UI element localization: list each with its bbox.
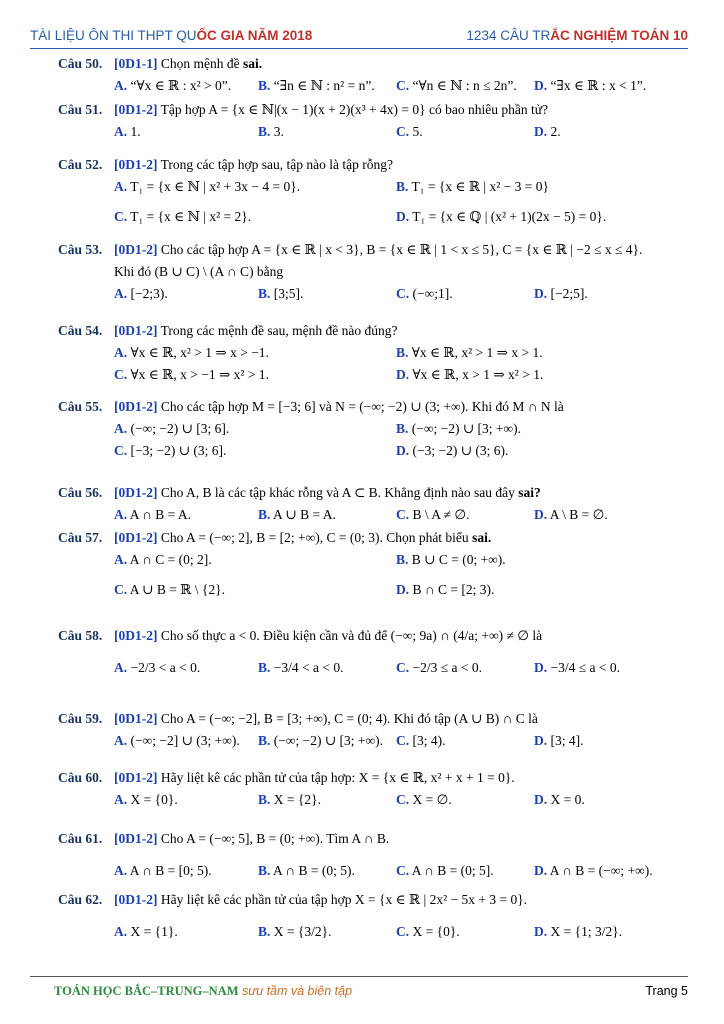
answer-option[interactable] (258, 791, 321, 809)
answer-option[interactable] (114, 659, 200, 677)
options-row (114, 862, 688, 880)
answer-option[interactable] (114, 344, 269, 362)
option-letter: A. (114, 863, 128, 878)
option-letter: C. (396, 286, 410, 301)
answer-option[interactable] (258, 506, 336, 524)
answer-option[interactable] (396, 285, 453, 303)
question-tag: [0D1-2] (114, 530, 158, 545)
option-letter: A. (114, 507, 128, 522)
question-stem (114, 891, 688, 909)
question-text: Cho các tập hợp A = {x ∈ ℝ | x < 3}, B = {x ∈ ℝ | 1 < x ≤ 5}, C = {x ∈ ℝ | −2 ≤ x ≤ 4}. (160, 242, 643, 257)
options-row (114, 791, 688, 809)
question-body (114, 241, 688, 303)
question-number: Câu 55. (58, 399, 103, 414)
answer-option[interactable] (534, 732, 584, 750)
options-row (114, 420, 688, 438)
option-text: [−2;5]. (550, 286, 588, 301)
answer-option[interactable] (534, 791, 585, 809)
option-text: (−∞;1]. (412, 286, 453, 301)
option-letter: D. (396, 209, 410, 224)
question-tag: [0D1-2] (114, 831, 158, 846)
answer-option[interactable] (396, 123, 423, 141)
answer-option[interactable] (396, 506, 470, 524)
options-row (114, 123, 688, 141)
answer-option[interactable] (114, 178, 300, 196)
answer-option[interactable] (534, 77, 646, 95)
option-text: A ∩ B = [0; 5). (129, 863, 212, 878)
question-number: Câu 60. (58, 770, 103, 785)
question (58, 398, 688, 460)
question (58, 710, 688, 750)
option-text: A ∩ B = (0; 5). (273, 863, 355, 878)
answer-option[interactable] (534, 862, 653, 880)
option-text: A ∪ B = A. (273, 507, 336, 522)
answer-option[interactable] (114, 791, 178, 809)
option-letter: B. (258, 286, 271, 301)
option-letter: D. (534, 792, 548, 807)
answer-option[interactable] (114, 732, 240, 750)
option-text: (−∞; −2] ∪ (3; +∞). (130, 733, 240, 748)
question-stem (114, 398, 688, 416)
answer-option[interactable] (114, 551, 212, 569)
option-text: [−3; −2) ∪ (3; 6]. (130, 443, 227, 458)
question-body (114, 322, 688, 384)
header-left-highlight: ỐC GIA NĂM 2018 (196, 28, 313, 43)
option-text: [3; 4). (412, 733, 446, 748)
answer-option[interactable] (114, 581, 225, 599)
question-tag: [0D1-2] (114, 770, 158, 785)
question-stem (114, 484, 688, 502)
option-letter: D. (534, 78, 548, 93)
option-text: A ∩ C = (0; 2]. (129, 552, 212, 567)
question-body (114, 830, 688, 880)
question (58, 322, 688, 384)
question (58, 769, 688, 809)
question-number: Câu 62. (58, 892, 103, 907)
option-letter: A. (114, 179, 128, 194)
option-text: 2. (550, 124, 561, 139)
answer-option[interactable] (258, 659, 343, 677)
option-text: X = {0}. (412, 924, 460, 939)
options-row (114, 285, 688, 303)
answer-option[interactable] (396, 420, 521, 438)
question-text: Cho A = (−∞; −2], B = [3; +∞), C = (0; 4). Khi đó tập (A ∪ B) ∩ C là (160, 711, 538, 726)
answer-option[interactable] (396, 732, 446, 750)
option-letter: A. (114, 124, 128, 139)
question-text-continued: Khi đó (B ∪ C) \ (A ∩ C) bằng (114, 264, 284, 279)
answer-option[interactable] (114, 123, 141, 141)
header-right-text: 1234 CÂU TR (466, 28, 551, 43)
option-letter: C. (396, 863, 410, 878)
question-stem (114, 322, 688, 340)
option-text: T₁ = {x ∈ ℕ | x² + 3x − 4 = 0}. (130, 179, 301, 194)
answer-option[interactable] (396, 923, 460, 941)
option-letter: C. (396, 733, 410, 748)
option-text: [3; 4]. (550, 733, 584, 748)
header-left (30, 28, 312, 43)
answer-option[interactable] (114, 862, 212, 880)
footer (54, 984, 352, 999)
option-text: −3/4 ≤ a < 0. (550, 660, 621, 675)
answer-option[interactable] (258, 285, 303, 303)
option-letter: A. (114, 552, 128, 567)
question-text: Cho A = (−∞; 5], B = (0; +∞). Tìm A ∩ B. (160, 831, 390, 846)
option-letter: B. (258, 924, 271, 939)
question (58, 830, 688, 880)
option-letter: A. (114, 733, 128, 748)
header-left-text: TÀI LIỆU ÔN THI THPT QU (30, 28, 197, 43)
answer-option[interactable] (258, 862, 355, 880)
answer-option[interactable] (534, 923, 622, 941)
question (58, 529, 688, 599)
options-row (114, 732, 688, 750)
options-row (114, 366, 688, 384)
question-stem (114, 830, 688, 848)
option-text: −2/3 < a < 0. (130, 660, 201, 675)
question-body (114, 484, 688, 524)
option-text: −2/3 ≤ a < 0. (412, 660, 483, 675)
option-letter: B. (258, 124, 271, 139)
option-text: 1. (130, 124, 141, 139)
question-number: Câu 56. (58, 485, 103, 500)
option-text: A ∩ B = A. (129, 507, 192, 522)
header-right-highlight: ẮC NGHIỆM TOÁN 10 (550, 28, 688, 43)
question-body (114, 891, 688, 941)
answer-option[interactable] (396, 659, 482, 677)
question (58, 156, 688, 226)
option-letter: A. (114, 660, 128, 675)
answer-option[interactable] (534, 123, 561, 141)
question-tag: [0D1-1] (114, 56, 158, 71)
option-letter: D. (534, 733, 548, 748)
option-text: −3/4 < a < 0. (273, 660, 344, 675)
option-text: ∀x ∈ ℝ, x > 1 ⇒ x² > 1. (412, 367, 544, 382)
question-tag: [0D1-2] (114, 711, 158, 726)
question (58, 55, 688, 95)
answer-option[interactable] (396, 344, 543, 362)
answer-option[interactable] (114, 285, 168, 303)
option-letter: B. (396, 421, 409, 436)
option-text: ∀x ∈ ℝ, x² > 1 ⇒ x > −1. (130, 345, 269, 360)
option-letter: C. (396, 507, 410, 522)
question-number: Câu 51. (58, 102, 103, 117)
option-letter: C. (114, 367, 128, 382)
option-letter: B. (258, 733, 271, 748)
question-body (114, 55, 688, 95)
option-letter: D. (534, 660, 548, 675)
option-text: B \ A ≠ ∅. (412, 507, 470, 522)
option-letter: D. (396, 367, 410, 382)
option-letter: A. (114, 792, 128, 807)
option-text: A ∪ B = ℝ \ {2}. (129, 582, 226, 597)
options-row (114, 77, 688, 95)
question-body (114, 769, 688, 809)
question-body (114, 101, 688, 141)
answer-option[interactable] (396, 862, 494, 880)
question-stem (114, 710, 688, 728)
footer-rule (30, 976, 688, 977)
question (58, 241, 688, 303)
answer-option[interactable] (396, 178, 549, 196)
option-letter: B. (258, 507, 271, 522)
question-text: Tập hợp A = {x ∈ ℕ|(x − 1)(x + 2)(x³ + 4x) = 0} có bao nhiêu phần tử? (160, 102, 549, 117)
question-stem (114, 156, 688, 174)
question-tag: [0D1-2] (114, 323, 158, 338)
question-body (114, 398, 688, 460)
option-text: A ∩ B = (−∞; +∞). (549, 863, 653, 878)
question-text: Cho số thực a < 0. Điều kiện cần và đủ để (−∞; 9a) ∩ (4/a; +∞) ≠ ∅ là (160, 628, 543, 643)
question-text: Chọn mệnh đề sai. (160, 56, 263, 71)
answer-option[interactable] (396, 581, 494, 599)
option-text: T₁ = {x ∈ ℕ | x² = 2}. (130, 209, 252, 224)
option-text: B ∩ C = [2; 3). (412, 582, 495, 597)
answer-option[interactable] (114, 442, 226, 460)
question-number: Câu 53. (58, 242, 103, 257)
option-text: X = {0}. (130, 792, 178, 807)
option-letter: C. (396, 124, 410, 139)
page-number: Trang 5 (645, 984, 688, 998)
option-text: X = {3/2}. (273, 924, 332, 939)
option-letter: B. (258, 863, 271, 878)
option-letter: B. (258, 78, 271, 93)
options-row (114, 659, 688, 677)
header-rule (30, 48, 688, 49)
question-text: Trong các tập hợp sau, tập nào là tập rỗng? (160, 157, 393, 172)
option-text: (−∞; −2) ∪ [3; +∞). (411, 421, 522, 436)
question-text: Hãy liệt kê các phần tử của tập hợp X = {x ∈ ℝ | 2x² − 5x + 3 = 0}. (160, 892, 528, 907)
answer-option[interactable] (258, 923, 331, 941)
question-stem (114, 55, 688, 73)
option-letter: B. (258, 660, 271, 675)
option-text: 3. (273, 124, 284, 139)
question-body (114, 529, 688, 599)
question (58, 627, 688, 677)
option-text: B ∪ C = (0; +∞). (411, 552, 506, 567)
option-letter: C. (396, 924, 410, 939)
question-number: Câu 58. (58, 628, 103, 643)
option-text: “∃n ∈ ℕ : n² = n”. (273, 78, 375, 93)
options-row (114, 581, 688, 599)
question-text: Trong các mệnh đề sau, mệnh đề nào đúng? (160, 323, 398, 338)
question (58, 484, 688, 524)
question (58, 101, 688, 141)
question-tag: [0D1-2] (114, 157, 158, 172)
answer-option[interactable] (396, 442, 508, 460)
question-stem (114, 769, 688, 787)
option-letter: C. (114, 209, 128, 224)
option-letter: D. (534, 507, 548, 522)
options-row (114, 442, 688, 460)
option-text: X = {1; 3/2}. (550, 924, 623, 939)
question-number: Câu 52. (58, 157, 103, 172)
question-stem (114, 627, 688, 645)
option-text: T₁ = {x ∈ ℝ | x² − 3 = 0} (411, 179, 549, 194)
answer-option[interactable] (534, 659, 620, 677)
options-row (114, 208, 688, 226)
answer-option[interactable] (114, 208, 251, 226)
option-text: 5. (412, 124, 423, 139)
option-text: X = {1}. (130, 924, 178, 939)
question-body (114, 627, 688, 677)
option-text: A ∩ B = (0; 5]. (411, 863, 494, 878)
option-letter: A. (114, 924, 128, 939)
question-number: Câu 57. (58, 530, 103, 545)
option-text: (−3; −2) ∪ (3; 6). (412, 443, 509, 458)
answer-option[interactable] (258, 732, 383, 750)
options-row (114, 178, 688, 196)
question-stem (114, 241, 688, 259)
option-letter: A. (114, 286, 128, 301)
question-body (114, 710, 688, 750)
options-row (114, 506, 688, 524)
answer-option[interactable] (114, 77, 231, 95)
option-text: T₁ = {x ∈ ℚ | (x² + 1)(2x − 5) = 0}. (412, 209, 607, 224)
options-row (114, 551, 688, 569)
question-number: Câu 54. (58, 323, 103, 338)
option-text: “∀x ∈ ℝ : x² > 0”. (130, 78, 232, 93)
options-row (114, 923, 688, 941)
option-letter: C. (114, 443, 128, 458)
answer-option[interactable] (396, 366, 543, 384)
answer-option[interactable] (534, 506, 608, 524)
answer-option[interactable] (114, 506, 191, 524)
answer-option[interactable] (114, 420, 229, 438)
option-letter: D. (534, 863, 548, 878)
question-text: Cho A, B là các tập khác rỗng và A ⊂ B. Khẳng định nào sau đây sai? (160, 485, 541, 500)
option-letter: D. (534, 124, 548, 139)
question-text: Cho các tập hợp M = [−3; 6] và N = (−∞; −2) ∪ (3; +∞). Khi đó M ∩ N là (160, 399, 564, 414)
option-text: [3;5]. (273, 286, 304, 301)
answer-option[interactable] (396, 791, 452, 809)
question-tag: [0D1-2] (114, 242, 158, 257)
option-text: “∀n ∈ ℕ : n ≤ 2n”. (412, 78, 517, 93)
option-text: [−2;3). (130, 286, 168, 301)
answer-option[interactable] (114, 923, 178, 941)
question-number: Câu 59. (58, 711, 103, 726)
answer-option[interactable] (114, 366, 269, 384)
answer-option[interactable] (396, 208, 606, 226)
option-text: “∃x ∈ ℝ : x < 1”. (550, 78, 647, 93)
option-letter: A. (114, 421, 128, 436)
option-text: X = 0. (550, 792, 585, 807)
option-letter: C. (396, 660, 410, 675)
option-letter: C. (396, 792, 410, 807)
answer-option[interactable] (396, 77, 517, 95)
option-text: X = {2}. (273, 792, 321, 807)
option-text: (−∞; −2) ∪ [3; 6]. (130, 421, 230, 436)
question (58, 891, 688, 941)
question-stem (114, 529, 688, 547)
option-letter: B. (258, 792, 271, 807)
answer-option[interactable] (396, 551, 506, 569)
question-number: Câu 50. (58, 56, 103, 71)
footer-subtitle: sưu tầm và biên tập (238, 984, 353, 998)
option-text: X = ∅. (412, 792, 452, 807)
option-text: ∀x ∈ ℝ, x > −1 ⇒ x² > 1. (130, 367, 269, 382)
question-tag: [0D1-2] (114, 628, 158, 643)
option-letter: B. (396, 552, 409, 567)
page-header (30, 28, 688, 50)
option-text: ∀x ∈ ℝ, x² > 1 ⇒ x > 1. (411, 345, 543, 360)
question-body (114, 156, 688, 226)
option-letter: D. (534, 924, 548, 939)
option-letter: D. (396, 582, 410, 597)
option-letter: D. (534, 286, 548, 301)
option-letter: C. (396, 78, 410, 93)
question-tag: [0D1-2] (114, 102, 158, 117)
question-tag: [0D1-2] (114, 399, 158, 414)
option-letter: A. (114, 345, 128, 360)
question-number: Câu 61. (58, 831, 103, 846)
answer-option[interactable] (258, 77, 375, 95)
option-letter: D. (396, 443, 410, 458)
question-tag: [0D1-2] (114, 485, 158, 500)
answer-option[interactable] (258, 123, 284, 141)
header-right (466, 28, 688, 43)
options-row (114, 344, 688, 362)
question-tag: [0D1-2] (114, 892, 158, 907)
question-text: Hãy liệt kê các phần tử của tập hợp: X = {x ∈ ℝ, x² + x + 1 = 0}. (160, 770, 515, 785)
option-text: A \ B = ∅. (549, 507, 608, 522)
answer-option[interactable] (534, 285, 588, 303)
option-letter: A. (114, 78, 128, 93)
option-letter: B. (396, 345, 409, 360)
option-letter: B. (396, 179, 409, 194)
question-stem (114, 101, 688, 119)
footer-title: TOÁN HỌC BẮC–TRUNG–NAM (54, 984, 239, 998)
question-text: Cho A = (−∞; 2], B = [2; +∞), C = (0; 3). Chọn phát biểu sai. (160, 530, 492, 545)
option-letter: C. (114, 582, 128, 597)
option-text: (−∞; −2) ∪ [3; +∞). (273, 733, 384, 748)
